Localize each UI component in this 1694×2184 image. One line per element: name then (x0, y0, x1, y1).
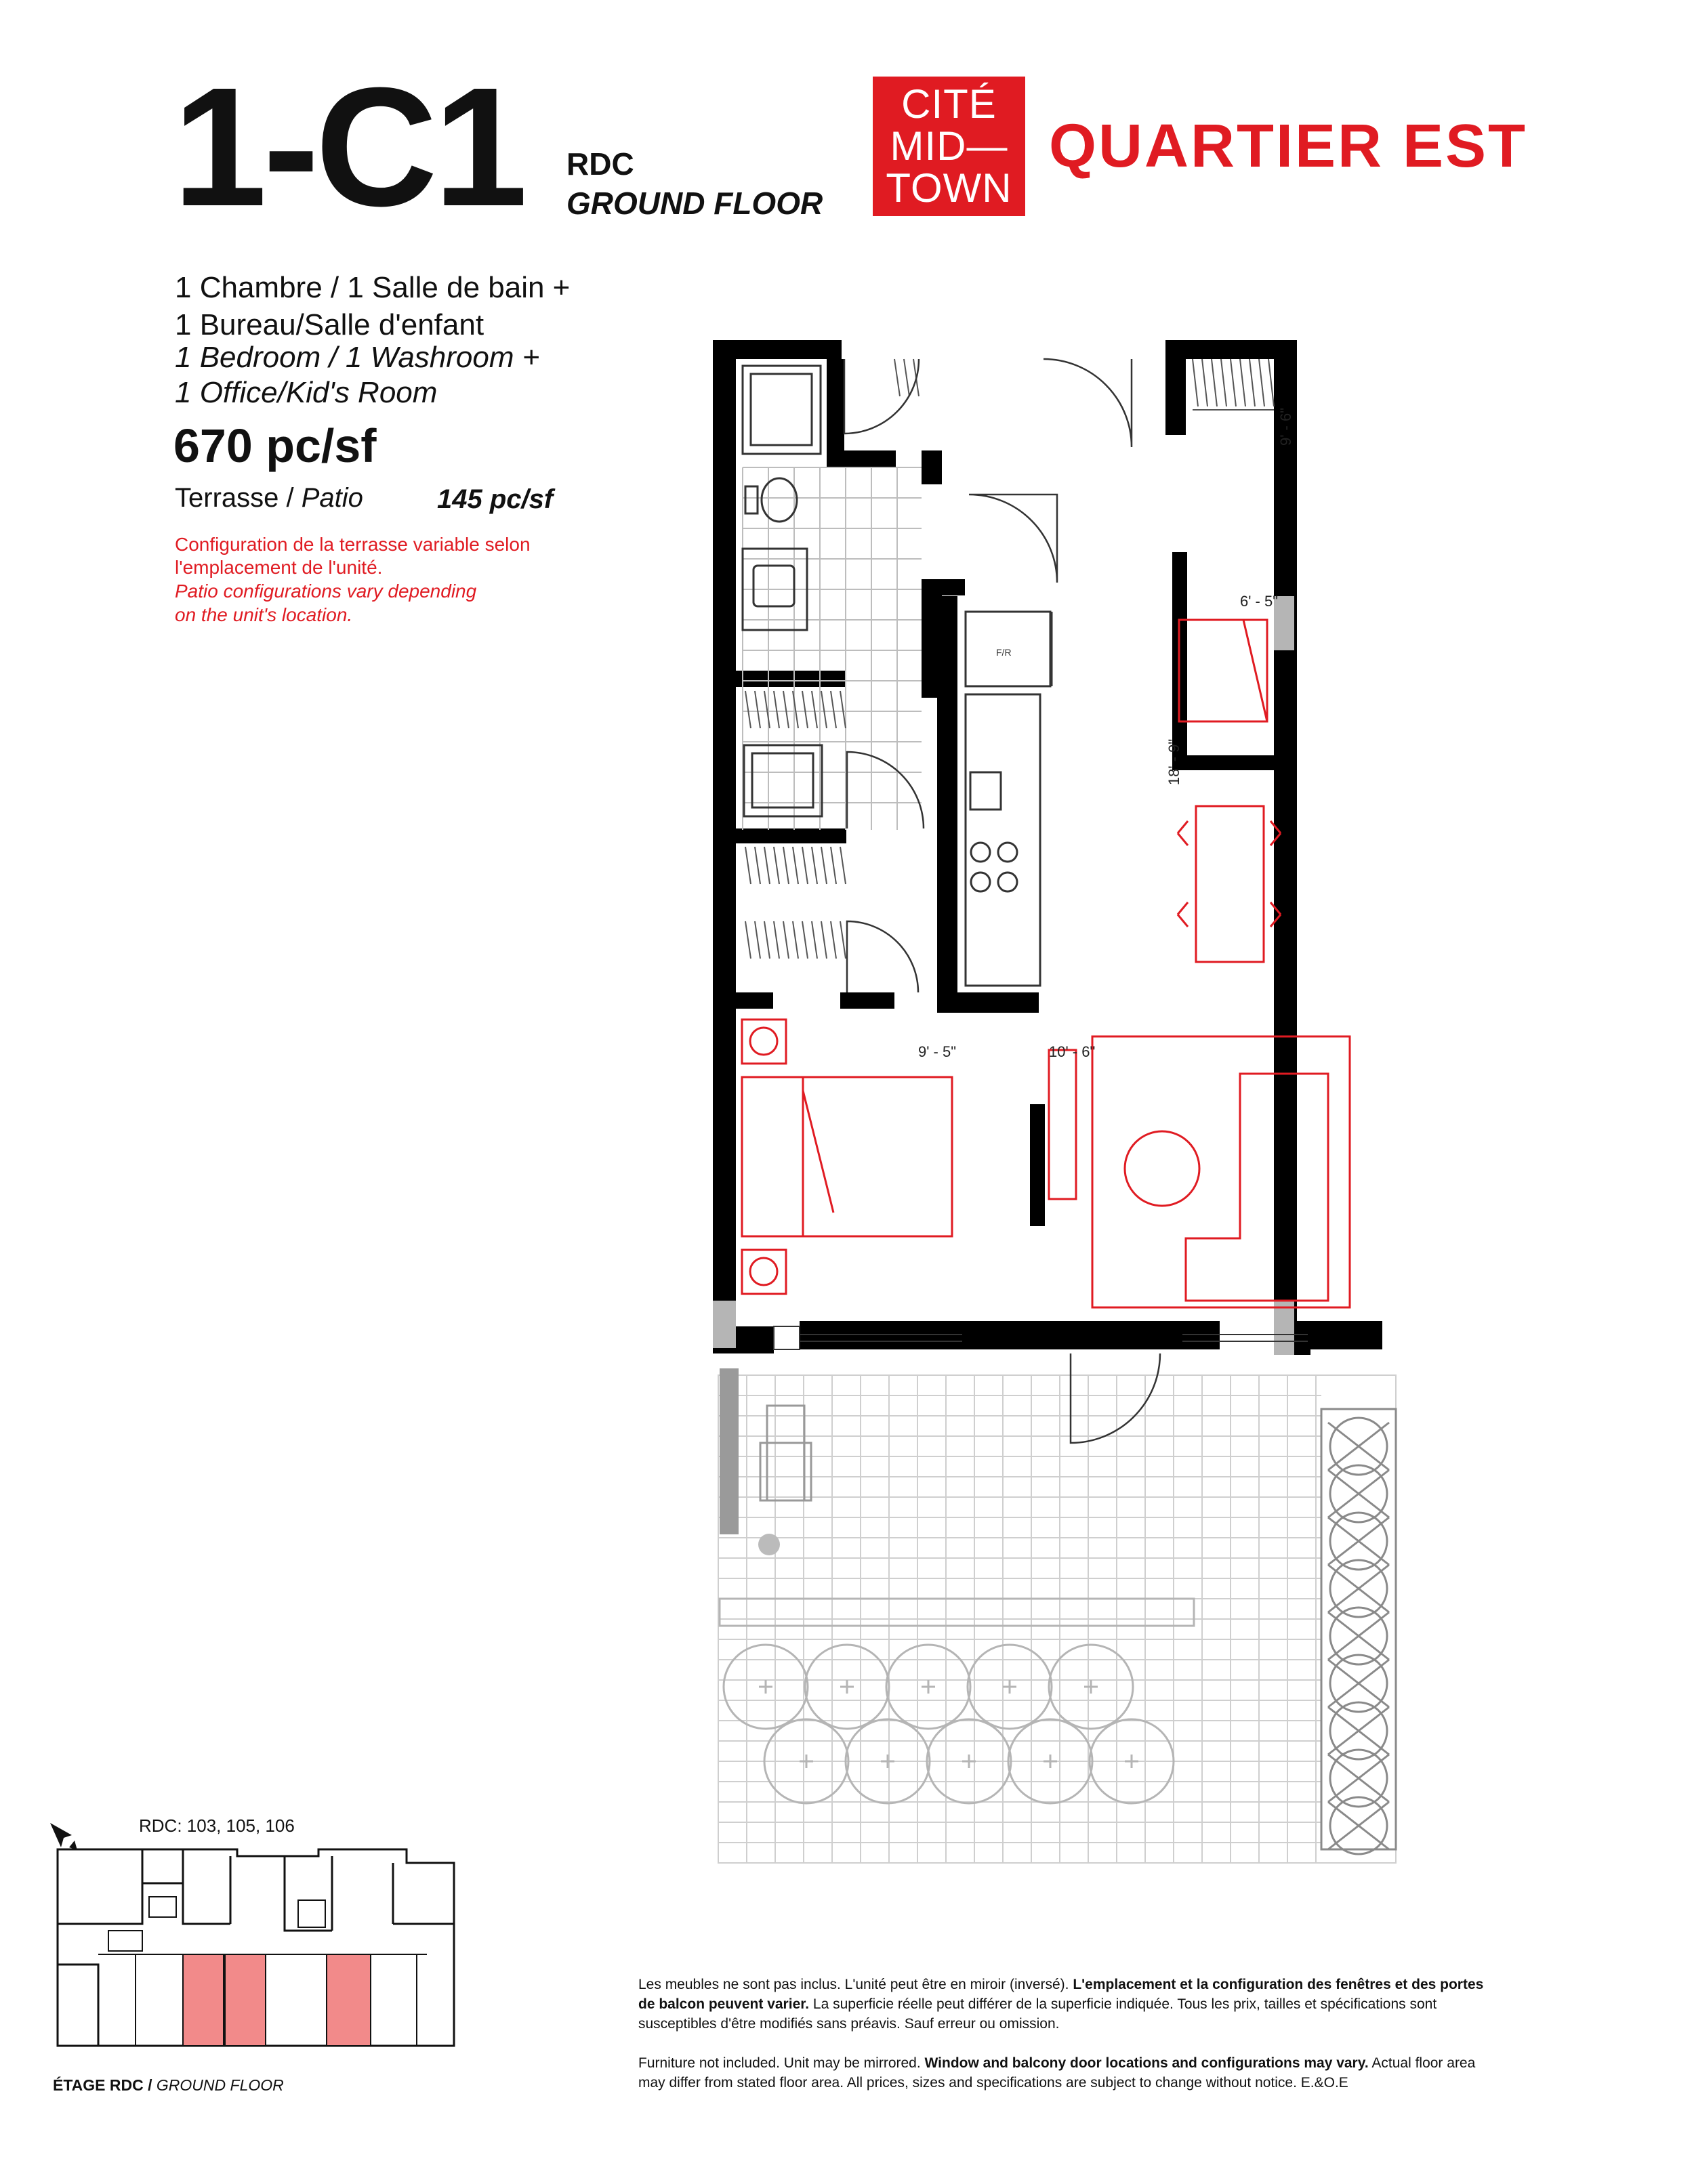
disclaimer-en-bold: Window and balcony door locations and configurations may vary. (924, 2055, 1369, 2071)
key-plan (47, 1843, 461, 2066)
terrace-paving (718, 1375, 1396, 1863)
dimension-label: 6' - 5" (1240, 593, 1279, 610)
disclaimer-en-part1: Furniture not included. Unit may be mirrored. (638, 2055, 925, 2071)
dimension-label: 10' - 6" (1049, 1043, 1096, 1060)
disclaimer-en-part2: Actual floor area may differ from stated floor area. All prices, sizes and specifications are subject to change without notice. E.&O.E (638, 2055, 1476, 2091)
bathtub (743, 366, 821, 454)
patio-label (175, 483, 363, 513)
terrace-hedge (1321, 1409, 1396, 1854)
keyplan-units: RDC: 103, 105, 106 (139, 1815, 295, 1836)
quartier-est-logo: QUARTIER EST (1049, 112, 1528, 180)
disclaimer-fr-part1: Les meubles ne sont pas inclus. L'unité peut être en miroir (inversé). (638, 1977, 1073, 1992)
interior-walls (736, 359, 1274, 1226)
disclaimer-fr-part2: La superficie réelle peut différer de la superficie indiquée. Tous les prix, tailles et spécifications sont susceptibles d'être modifiés sans préavis. Sauf erreur ou omission. (638, 1996, 1437, 2032)
wall-column (713, 1301, 736, 1348)
dimension-label: 9' - 6" (1277, 407, 1294, 446)
washer-dryer (744, 745, 822, 816)
floor-plan (678, 332, 1457, 1876)
bed-office (1179, 620, 1267, 721)
bathroom-tiles (743, 467, 922, 830)
description-en-line1: 1 Bedroom / 1 Washroom + (175, 341, 540, 374)
dimension-label: 9' - 5" (918, 1043, 957, 1060)
door-swings (844, 359, 1160, 1443)
patio-side-table (758, 1534, 780, 1555)
fridge-label: F/R (996, 647, 1012, 658)
patio-note-fr-line1: Configuration de la terrasse variable selon (175, 534, 531, 555)
sofa-and-rug (1092, 1036, 1350, 1307)
nightstands (742, 1020, 786, 1294)
keyplan-caption-fr: ÉTAGE RDC / (53, 2076, 157, 2094)
patio-label-fr: Terrasse / (175, 483, 302, 513)
description-fr-line2: 1 Bureau/Salle d'enfant (175, 308, 484, 341)
dining-table (1178, 806, 1281, 962)
patio-note-en-line2: on the unit's location. (175, 604, 353, 625)
cooktop (971, 843, 1017, 891)
disclaimer-fr (638, 1975, 1499, 2034)
disclaimer-en (638, 2053, 1499, 2093)
dimension-label: 18' - 9" (1165, 738, 1182, 786)
patio-note-en-line1: Patio configurations vary depending (175, 581, 477, 602)
exterior-walls (713, 340, 1382, 1355)
logo-line-2: MID— (890, 123, 1008, 169)
kitchen-counter (966, 694, 1040, 986)
keyplan-caption (53, 2076, 284, 2095)
patio-area: 145 pc/sf (437, 484, 554, 514)
level-code: RDC (566, 146, 634, 182)
description-en-line2: 1 Office/Kid's Room (175, 376, 438, 409)
description-fr-line1: 1 Chambre / 1 Salle de bain + (175, 271, 571, 304)
keyplan-caption-en: GROUND FLOOR (156, 2076, 284, 2094)
cite-midtown-logo (873, 77, 1025, 216)
logo-line-1: CITÉ (901, 81, 997, 127)
interior-area: 670 pc/sf (173, 419, 377, 472)
wall-column (1274, 1301, 1294, 1355)
patio-label-en: Patio (301, 483, 363, 513)
toilet (745, 478, 797, 522)
tv-console (1049, 1050, 1076, 1199)
unit-code: 1-C1 (173, 52, 524, 241)
logo-line-3: TOWN (886, 165, 1012, 211)
bedroom-closet (1193, 359, 1274, 410)
level-name: GROUND FLOOR (566, 186, 823, 221)
terrace-privacy-screen (720, 1368, 739, 1534)
disclaimer-fr-bold: L'emplacement et la configuration des fenêtres et des portes de balcon peuvent varier. (638, 1977, 1484, 2012)
bed-main (742, 1077, 952, 1236)
patio-lounge-chair (760, 1406, 811, 1500)
patio-note-fr-line2: l'emplacement de l'unité. (175, 557, 383, 578)
